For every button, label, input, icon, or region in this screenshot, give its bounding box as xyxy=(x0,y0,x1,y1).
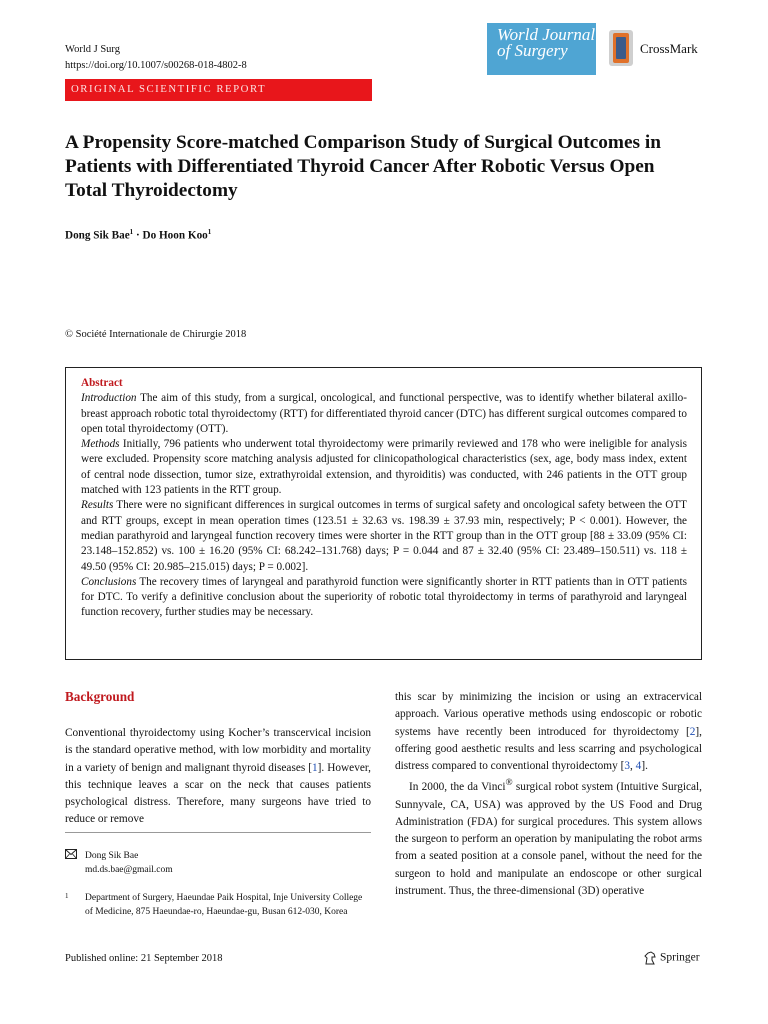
author-name[interactable]: Dong Sik Bae xyxy=(65,229,130,242)
journal-logo xyxy=(487,23,596,75)
journal-header xyxy=(65,42,247,74)
author-separator: · xyxy=(133,229,143,242)
affiliation-number: 1 xyxy=(65,892,69,900)
corresponding-author xyxy=(85,849,173,877)
envelope-icon xyxy=(65,849,77,864)
abstract-conclusions xyxy=(81,575,687,621)
corresponding-email[interactable]: md.ds.bae@gmail.com xyxy=(85,865,173,875)
citation-link[interactable]: 3 xyxy=(624,760,630,773)
citation-link[interactable]: 2 xyxy=(689,725,696,738)
abstract-paragraph: There were no significant differences in surgical outcomes in terms of surgical safety and oncological safety between the OTT and RTT groups, except in mean operation times (123.51 ± 32.63 vs. 198.39 ± 37.93 min, respectively; P < 0.001). However, the median parathyroid and laryngeal function recovery times were shorter in the RTT group than in the OTT group [88 ± 33.09 (95% CI: 23.148–152.852) vs. 100 ± 16.20 (95% CI: 68.242–131.768) days; P = 0.044 and 87 ± 32.40 (95% CI: 23.489–150.511) vs. 118 ± 49.50 (95% CI: 20.985–215.015) days; P = 0.002]. xyxy=(81,499,687,573)
abstract-label: Conclusions xyxy=(81,575,137,588)
body-column-left xyxy=(65,725,371,829)
copyright-line: © Société Internationale de Chirurgie 2018 xyxy=(65,329,247,340)
author-list xyxy=(65,228,211,242)
corresponding-name: Dong Sik Bae xyxy=(85,851,139,861)
body-text: this scar by minimizing the incision or using an extracervical approach. Various operative methods using endoscopic or robotic systems have recently been introduced for thyroidectomy [ xyxy=(395,691,702,738)
journal-name: World J Surg xyxy=(65,44,120,55)
body-text: ]. However, this technique leaves a scar on the neck that causes patients psychological distress. Therefore, many surgeons have tried to reduce or remove xyxy=(65,761,371,826)
body-paragraph xyxy=(395,689,702,775)
logo-line-1: World Journal xyxy=(497,25,596,44)
abstract-results xyxy=(81,498,687,574)
body-text: ]. xyxy=(641,760,648,773)
body-text: In 2000, the da Vinci xyxy=(409,781,506,794)
affiliation-marker: 1 xyxy=(207,228,212,236)
abstract-heading: Abstract xyxy=(81,377,123,389)
abstract-label: Methods xyxy=(81,438,120,451)
abstract-paragraph: Initially, 796 patients who underwent total thyroidectomy were primarily reviewed and 178 who were ineligible for analysis were excluded. Propensity score matching analysis adjusted for clinicopathological characteristics (sex, age, body mass index, extent of central node dissection, tumor size, extrathyroidal extension, and thyroiditis) was conducted, with 246 patients in the OTT group matched with 123 patients in the RTT group. xyxy=(81,438,688,497)
abstract-paragraph: The aim of this study, from a surgical, oncological, and functional perspective, was to identify whether bilateral axillo-breast approach robotic total thyroidectomy (RTT) for differentiated thyroid cancer (DTC) has different surgical outcomes compared to open total thyroidectomy (OTT). xyxy=(81,392,687,435)
section-heading: Background xyxy=(65,689,135,704)
crossmark-icon xyxy=(606,28,638,68)
publisher-name: Springer xyxy=(660,951,700,964)
body-column-right xyxy=(395,689,702,900)
doi-link[interactable]: https://doi.org/10.1007/s00268-018-4802-8 xyxy=(65,60,247,71)
abstract xyxy=(81,376,687,621)
footnote-divider xyxy=(65,832,371,833)
registered-mark: ® xyxy=(505,778,513,789)
affiliation-text: Department of Surgery, Haeundae Paik Hospital, Inje University College of Medicine, 875 Haeundae-ro, Haeundae-gu, Busan 612-030, Korea xyxy=(85,893,363,917)
body-text: , xyxy=(630,760,636,773)
article-category-bar xyxy=(65,79,372,101)
published-date: Published online: 21 September 2018 xyxy=(65,953,223,964)
body-text: surgical robot system (Intuitive Surgical, Sunnyvale, CA, USA) was approved by the US Food and Drug Administration (FDA) for surgical procedures. This system allows the surgeon to perform an operation by manipulating the robot arms from a seated position at a console panel, without the need for the surgeon to hold and manipulate an endoscope or other surgical instrument. Thus, the three-dimensional (3D) operative xyxy=(395,781,702,898)
article-category: ORIGINAL SCIENTIFIC REPORT xyxy=(71,83,267,95)
abstract-methods xyxy=(81,437,687,498)
abstract-paragraph: The recovery times of laryngeal and parathyroid function were significantly shorter in RTT patients than in OTT patients for DTC. To verify a definitive conclusion about the superiority of robotic total thyroidectomy in terms of parathyroid and laryngeal function recovery, further studies may be necessary. xyxy=(81,575,687,619)
citation-link[interactable]: 1 xyxy=(312,761,318,774)
springer-horse-icon xyxy=(643,951,657,965)
crossmark-badge[interactable] xyxy=(606,28,702,68)
affiliation-marker: 1 xyxy=(129,228,134,236)
crossmark-label: CrossMark xyxy=(640,41,698,56)
body-text: ], offering good aesthetic results and less scarring and psychological distress compared to conventional thyroidectomy [ xyxy=(395,725,702,773)
body-paragraph xyxy=(395,775,702,900)
author-name[interactable]: Do Hoon Koo xyxy=(142,229,208,242)
abstract-introduction xyxy=(81,391,687,437)
logo-line-2: of Surgery xyxy=(497,41,568,60)
abstract-label: Results xyxy=(81,499,114,512)
citation-link[interactable]: 4 xyxy=(635,760,642,773)
article-title: A Propensity Score-matched Comparison Study of Surgical Outcomes in Patients with Differentiated Thyroid Cancer After Robotic Versus Open Total Thyroidectomy xyxy=(65,132,661,201)
publisher-logo xyxy=(643,951,700,965)
abstract-label: Introduction xyxy=(81,392,137,405)
body-text: Conventional thyroidectomy using Kocher’s transcervical incision is the standard operative method, with low morbidity and mortality in a variety of benign and malignant thyroid diseases [ xyxy=(65,727,371,774)
